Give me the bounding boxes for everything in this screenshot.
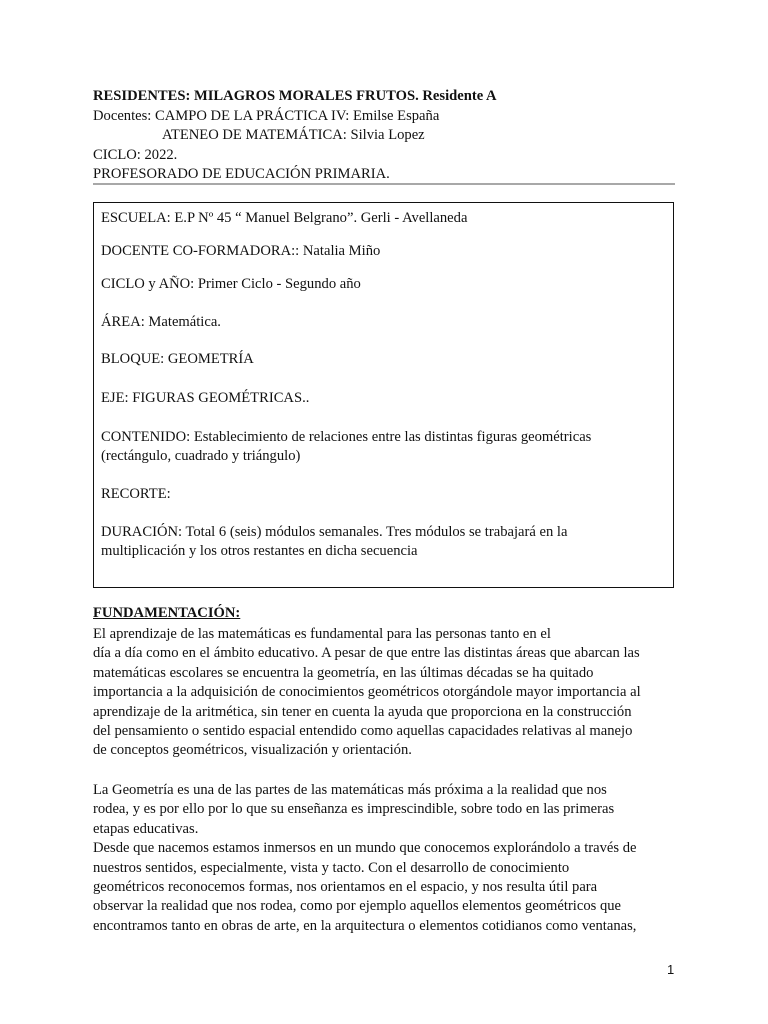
paragraph-line: observar la realidad que nos rodea, como por ejemplo aquellos elementos geométricos que [93, 898, 622, 915]
ciclo-anio-field: CICLO y AÑO: Primer Ciclo - Segundo año [101, 276, 361, 292]
ciclo-line: CICLO: 2022. [93, 146, 178, 163]
paragraph-line: La Geometría es una de las partes de las matemáticas más próxima a la realidad que nos [93, 782, 607, 798]
document-header [93, 87, 675, 185]
recorte-field: RECORTE: [101, 486, 171, 502]
contenido-field [101, 428, 661, 466]
fundamentacion-paragraph-1 [93, 625, 683, 761]
docentes-line: Docentes: CAMPO DE LA PRÁCTICA IV: Emilse España [93, 107, 440, 124]
contenido-line-1: CONTENIDO: Establecimiento de relaciones entre las distintas figuras geométricas [101, 429, 592, 445]
paragraph-line: matemáticas escolares se encuentra la geometría, en las últimas décadas se ha quitado [93, 664, 594, 681]
eje-field: EJE: FIGURAS GEOMÉTRICAS.. [101, 390, 310, 406]
paragraph-line: del pensamiento o sentido espacial entendido como aquellas capacidades relativas al manejo [93, 723, 633, 740]
paragraph-line: geométricos reconocemos formas, nos orientamos en el espacio, y nos resulta útil para [93, 879, 598, 896]
course-info-box [93, 202, 674, 588]
paragraph-line: importancia a la adquisición de conocimientos geométricos otorgándole mayor importancia al [93, 684, 641, 701]
ateneo-line: ATENEO DE MATEMÁTICA: Silvia Lopez [162, 127, 425, 143]
duracion-line-2: multiplicación y los otros restantes en dicha secuencia [101, 543, 418, 559]
header-divider [93, 183, 675, 185]
profesorado-line: PROFESORADO DE EDUCACIÓN PRIMARIA. [93, 166, 390, 182]
paragraph-line: rodea, y es por ello por lo que su enseñanza es imprescindible, sobre todo en las primeras [93, 801, 615, 818]
duracion-line-1: DURACIÓN: Total 6 (seis) módulos semanales. Tres módulos se trabajará en la [101, 524, 568, 540]
paragraph-line: de conceptos geométricos, visualización y orientación. [93, 742, 412, 759]
escuela-field: ESCUELA: E.P Nº 45 “ Manuel Belgrano”. Gerli - Avellaneda [101, 210, 468, 226]
docente-field: DOCENTE CO-FORMADORA:: Natalia Miño [101, 243, 381, 259]
paragraph-line: etapas educativas. [93, 820, 199, 837]
paragraph-line: El aprendizaje de las matemáticas es fundamental para las personas tanto en el [93, 626, 551, 642]
bloque-field: BLOQUE: GEOMETRÍA [101, 351, 254, 367]
contenido-line-2: (rectángulo, cuadrado y triángulo) [101, 448, 301, 464]
paragraph-line: aprendizaje de la aritmética, sin tener en cuenta la ayuda que proporciona en la construcción [93, 703, 632, 720]
duracion-field [101, 523, 661, 561]
paragraph-line: día a día como en el ámbito educativo. A pesar de que entre las distintas áreas que abarcan las [93, 645, 640, 662]
page-number: 1 [667, 962, 675, 977]
fundamentacion-paragraph-2 [93, 781, 683, 936]
area-field: ÁREA: Matemática. [101, 314, 221, 330]
paragraph-line: encontramos tanto en obras de arte, en la arquitectura o elementos cotidianos como ventanas, [93, 917, 637, 934]
residents-line: RESIDENTES: MILAGROS MORALES FRUTOS. Residente A [93, 88, 497, 104]
fundamentacion-heading: FUNDAMENTACIÓN: [93, 605, 241, 621]
paragraph-line: Desde que nacemos estamos inmersos en un mundo que conocemos explorándolo a través de [93, 840, 637, 857]
paragraph-line: nuestros sentidos, especialmente, vista y tacto. Con el desarrollo de conocimiento [93, 859, 570, 876]
